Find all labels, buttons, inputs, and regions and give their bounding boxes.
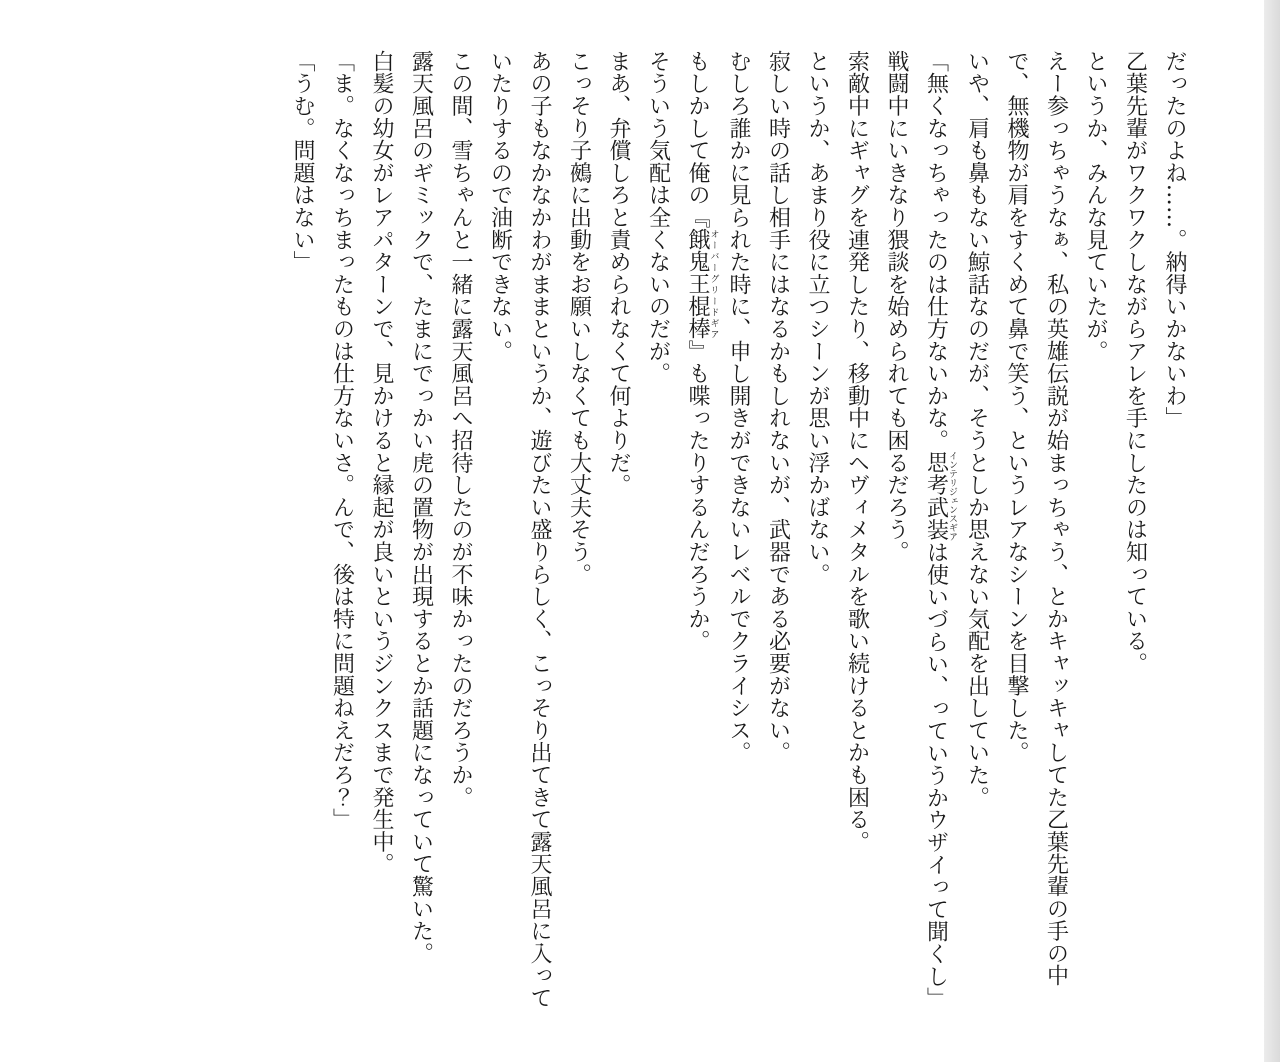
ruby-base: 餓鬼王棍棒 [685, 228, 710, 340]
paragraph-6 [916, 50, 957, 1030]
paragraph-7: 戦闘中にいきなり猥談を始められても困るだろう。 [884, 50, 909, 563]
ruby-base: 思考武装 [923, 451, 949, 542]
paragraph-11: むしろ誰かに見られた時に、申し開きができないレベルでクライシス。 [726, 50, 751, 764]
ruby-intelligence-gear [923, 451, 957, 542]
paragraph-1: だったのよね……。納得いかないわ」 [1162, 50, 1187, 430]
paragraph-18: 露天風呂のギミックで、たまにでっかい虎の置物が出現するとか話題になっていて驚いた。 [408, 50, 434, 965]
paragraph-6-tail: は使いづらい、っていうかウザイって聞くし」 [923, 541, 949, 1010]
paragraph-5: いや、肩も鼻もない鯨話なのだが、そうとしか思えない気配を出していた。 [964, 50, 990, 809]
paragraph-16: あの子もなかなかわがままというか、遊びたい盛りらしく、こっそり出てきて露天風呂に入っていたりするので油断できない。 [487, 50, 552, 1009]
paragraph-15: こっそり子鵺に出動をお願いしなくても大丈夫そう。 [566, 50, 592, 586]
ruby-reading: インテリジェンスギア [947, 451, 957, 542]
paragraph-3: というか、みんな見ていたが。 [1083, 50, 1108, 363]
paragraph-8: 索敵中にギャグを連発したり、移動中にヘヴィメタルを歌い続けるとかも困る。 [844, 50, 870, 853]
paragraph-13: そういう気配は全くないのだが。 [645, 50, 671, 385]
paragraph-12 [678, 50, 719, 1030]
paragraph-12-tail: 』も喋ったりするんだろうか。 [685, 339, 710, 653]
vertical-text-body [283, 50, 1195, 1030]
paragraph-6-lead: 「無くなっちゃったのは仕方ないかな。 [923, 50, 949, 452]
paragraph-9: というか、あまり役に立つシーンが思い浮かばない。 [805, 50, 830, 586]
paragraph-10: 寂しい時の話し相手にはなるかもしれないが、武器である必要がない。 [765, 50, 791, 764]
paragraph-17: この間、雪ちゃんと一緒に露天風呂へ招待したのが不味かったのだろうか。 [448, 50, 473, 809]
paragraph-2: 乙葉先輩がワクワクしながらアレを手にしたのは知っている。 [1122, 50, 1148, 675]
paragraph-20: 「ま。なくなっちまったものは仕方ないさ。んで、後は特に問題ねえだろ？」 [329, 50, 355, 831]
paragraph-19: 白髪の幼女がレアパターンで、見かけると縁起が良いというジンクスまで発生中。 [369, 50, 394, 876]
paragraph-12-lead: もしかして俺の『 [685, 50, 710, 229]
paragraph-21: 「うむ。問題はない」 [290, 50, 315, 273]
ruby-reading: オーバーグリードギア [708, 228, 719, 340]
paragraph-14: まあ、弁償しろと責められなくて何よりだ。 [606, 50, 631, 496]
paragraph-4: えー参っちゃうなぁ、私の英雄伝説が始まっちゃう、とかキャッキャしてた乙葉先輩の手の中で、無機物が肩をすくめて鼻で笑う、というレアなシーンを目撃した。 [1004, 50, 1069, 987]
ruby-overgreed-gear [685, 228, 719, 340]
page-edge-shadow [1264, 0, 1280, 1062]
